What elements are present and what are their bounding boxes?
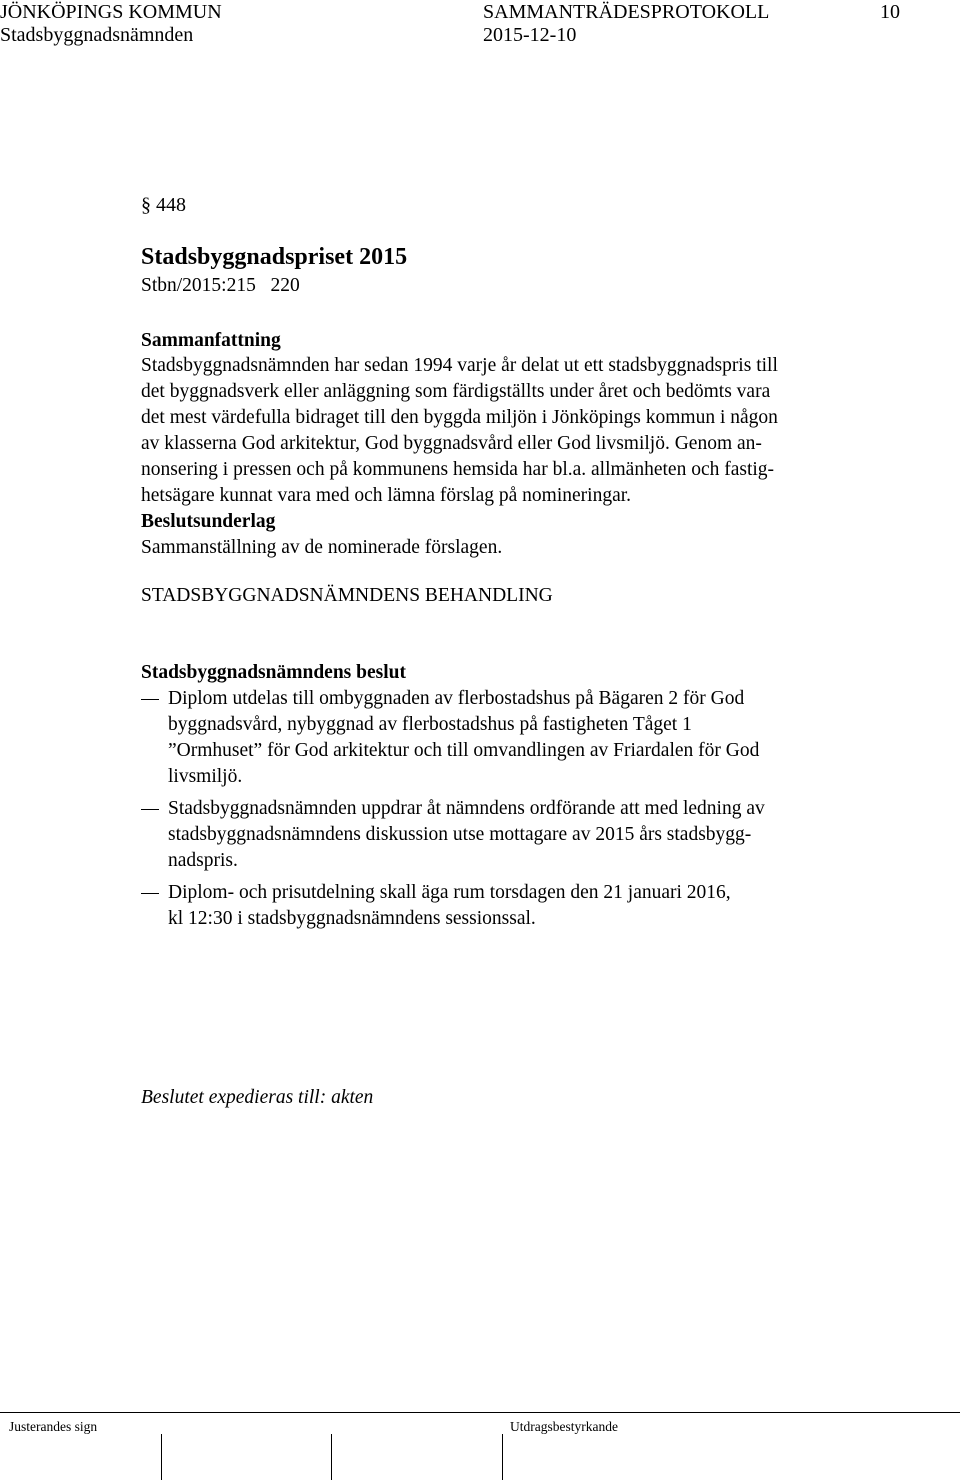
page-title: Stadsbyggnadspriset 2015 bbox=[141, 244, 408, 270]
decision-line: livsmiljö. bbox=[168, 766, 243, 787]
footer-utdrag-label: Utdragsbestyrkande bbox=[510, 1419, 618, 1434]
footer-justerandes-label: Justerandes sign bbox=[9, 1419, 98, 1434]
paragraph-number: § 448 bbox=[141, 194, 186, 216]
basis-text: Sammanställning av de nominerade förslagen. bbox=[141, 537, 503, 558]
decision-line: ”Ormhuset” för God arkitektur och till omvandlingen av Friardalen för God bbox=[168, 740, 760, 761]
header-committee: Stadsbyggnadsnämnden bbox=[0, 24, 194, 46]
summary-line: hetsägare kunnat vara med och lämna förslag på nomineringar. bbox=[141, 485, 632, 506]
summary-heading: Sammanfattning bbox=[141, 330, 281, 351]
summary-line: nonsering i pressen och på kommunens hemsida har bl.a. allmänheten och fastig- bbox=[141, 459, 775, 480]
header-org: JÖNKÖPINGS KOMMUN bbox=[0, 1, 222, 23]
summary-line: Stadsbyggnadsnämnden har sedan 1994 varje år delat ut ett stadsbyggnadspris till bbox=[141, 355, 778, 376]
list-dash bbox=[141, 699, 159, 700]
summary-line: av klasserna God arkitektur, God byggnadsvård eller God livsmiljö. Genom an- bbox=[141, 433, 762, 454]
header-date: 2015-12-10 bbox=[483, 24, 577, 46]
footer-divider bbox=[0, 1412, 960, 1413]
case-number: Stbn/2015:215 220 bbox=[141, 275, 300, 296]
list-dash bbox=[141, 893, 159, 894]
decision-line: nadspris. bbox=[168, 850, 238, 871]
list-dash bbox=[141, 809, 159, 810]
header-doc-type: SAMMANTRÄDESPROTOKOLL bbox=[483, 1, 770, 23]
decision-line: Diplom- och prisutdelning skall äga rum torsdagen den 21 januari 2016, bbox=[168, 882, 731, 903]
decision-line: Stadsbyggnadsnämnden uppdrar åt nämndens ordförande att med ledning av bbox=[168, 798, 765, 819]
decision-line: Diplom utdelas till ombyggnaden av flerbostadshus på Bägaren 2 för God bbox=[168, 688, 745, 709]
basis-heading: Beslutsunderlag bbox=[141, 511, 276, 532]
decision-line: kl 12:30 i stadsbyggnadsnämndens sessionssal. bbox=[168, 908, 536, 929]
signature-box-divider bbox=[161, 1434, 162, 1480]
treatment-heading: STADSBYGGNADSNÄMNDENS BEHANDLING bbox=[141, 585, 553, 606]
dispatch-note: Beslutet expedieras till: akten bbox=[141, 1087, 374, 1108]
header-page-number: 10 bbox=[880, 1, 900, 23]
summary-line: det byggnadsverk eller anläggning som färdigställts under året och bedömts vara bbox=[141, 381, 771, 402]
summary-line: det mest värdefulla bidraget till den byggda miljön i Jönköpings kommun i någon bbox=[141, 407, 778, 428]
signature-box-divider bbox=[331, 1434, 332, 1480]
decision-line: byggnadsvård, nybyggnad av flerbostadshus på fastigheten Tåget 1 bbox=[168, 714, 692, 735]
decision-line: stadsbyggnadsnämndens diskussion utse mottagare av 2015 års stadsbygg- bbox=[168, 824, 752, 845]
decision-heading: Stadsbyggnadsnämndens beslut bbox=[141, 662, 406, 683]
signature-box-divider bbox=[502, 1434, 503, 1480]
